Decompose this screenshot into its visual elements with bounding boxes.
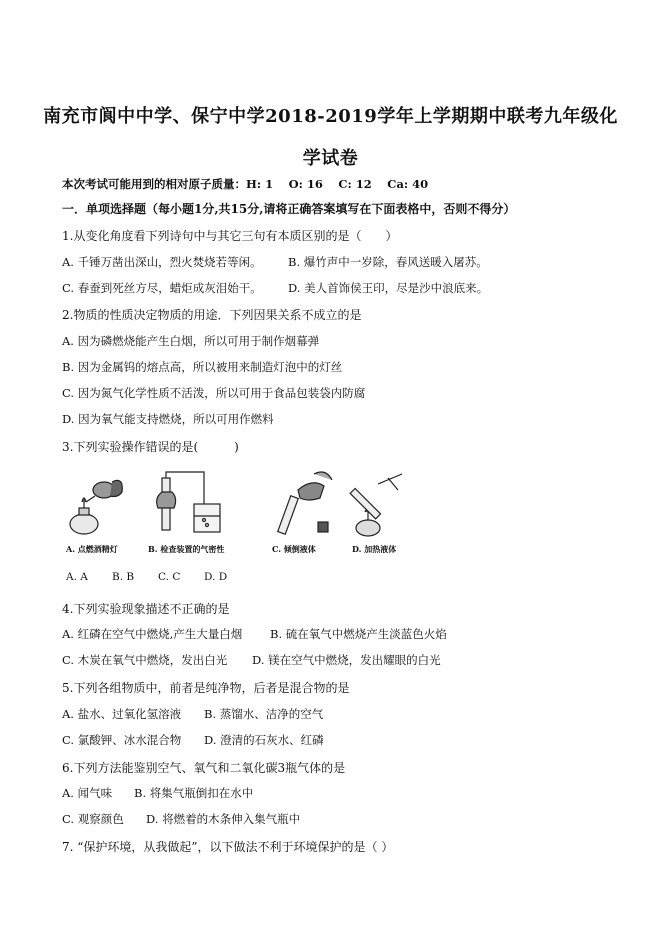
- airtightness-setup-icon: [157, 472, 220, 532]
- question-5: 5.下列各组物质中，前者是纯净物，后者是混合物的是: [62, 681, 350, 695]
- caption-b: B. 检查装置的气密性: [148, 544, 225, 554]
- caption-c: C. 倾倒液体: [272, 544, 316, 554]
- q5-option-d: D. 澄清的石灰水、红磷: [204, 733, 324, 747]
- q1-option-d: D. 美人首饰侯王印，尽是沙中浪底来。: [288, 281, 489, 295]
- q2-option-a: A. 因为磷燃烧能产生白烟，所以可用于制作烟幕弹: [62, 334, 320, 348]
- q2-option-d: D. 因为氧气能支持燃烧，所以可用作燃料: [62, 412, 274, 426]
- q2-option-b: B. 因为金属钨的熔点高，所以被用来制造灯泡中的灯丝: [62, 360, 343, 374]
- question-7: 7. “保护环境，从我做起”，以下做法不利于环境保护的是（ ）: [62, 840, 394, 854]
- lab-operations-figure: [62, 468, 422, 556]
- question-4: 4.下列实验现象描述不正确的是: [62, 602, 230, 616]
- question-3: 3.下列实验操作错误的是( ): [62, 440, 239, 454]
- caption-a: A. 点燃酒精灯: [66, 544, 118, 554]
- q5-option-a: A. 盐水、过氧化氢溶液: [62, 707, 182, 721]
- question-2: 2.物质的性质决定物质的用途．下列因果关系不成立的是: [62, 308, 362, 322]
- question-1: 1.从变化角度看下列诗句中与其它三句有本质区别的是（ ）: [62, 229, 398, 243]
- q6-option-c: C. 观察颜色: [62, 812, 124, 826]
- atomic-mass-note: 本次考试可能用到的相对原子质量：H: 1 O: 16 C: 12 Ca: 40: [62, 177, 429, 191]
- q1-option-a: A. 千锤万凿出深山，烈火焚烧若等闲。: [62, 255, 262, 269]
- caption-d: D. 加热液体: [352, 544, 397, 554]
- q4-option-d: D. 镁在空气中燃烧，发出耀眼的白光: [252, 653, 441, 667]
- alcohol-lamp-icon: [70, 480, 122, 534]
- q6-option-b: B. 将集气瓶倒扣在水中: [134, 786, 254, 800]
- heating-liquid-icon: [350, 474, 402, 536]
- q2-option-c: C. 因为氮气化学性质不活泼，所以可用于食品包装袋内防腐: [62, 386, 366, 400]
- q3-option-a: A. A: [66, 571, 88, 583]
- q6-option-d: D. 将燃着的木条伸入集气瓶中: [146, 812, 301, 826]
- lab-illustrations: [62, 468, 422, 544]
- exam-title-line2: 学试卷: [302, 148, 359, 169]
- pouring-liquid-icon: [278, 472, 332, 534]
- q4-option-b: B. 硫在氧气中燃烧产生淡蓝色火焰: [270, 627, 447, 641]
- q3-option-c: C. C: [158, 571, 181, 583]
- q6-option-a: A. 闻气味: [62, 786, 113, 800]
- q3-option-b: B. B: [112, 571, 135, 583]
- q4-option-c: C. 木炭在氧气中燃烧，发出白光: [62, 653, 228, 667]
- q1-option-c: C. 春蚕到死丝方尽，蜡炬成灰泪始干。: [62, 281, 262, 295]
- section-heading: 一．单项选择题（每小题1分,共15分,请将正确答案填写在下面表格中，否则不得分）: [62, 202, 516, 216]
- q3-option-d: D. D: [204, 571, 228, 583]
- exam-title-line1: 南充市阆中中学、保宁中学2018-2019学年上学期期中联考九年级化: [43, 106, 618, 127]
- question-6: 6.下列方法能鉴别空气、氧气和二氧化碳3瓶气体的是: [62, 761, 346, 775]
- q1-option-b: B. 爆竹声中一岁除，春风送暖入屠苏。: [288, 255, 488, 269]
- q5-option-b: B. 蒸馏水、洁净的空气: [204, 707, 324, 721]
- q5-option-c: C. 氯酸钾、冰水混合物: [62, 733, 182, 747]
- q4-option-a: A. 红磷在空气中燃烧,产生大量白烟: [62, 627, 243, 641]
